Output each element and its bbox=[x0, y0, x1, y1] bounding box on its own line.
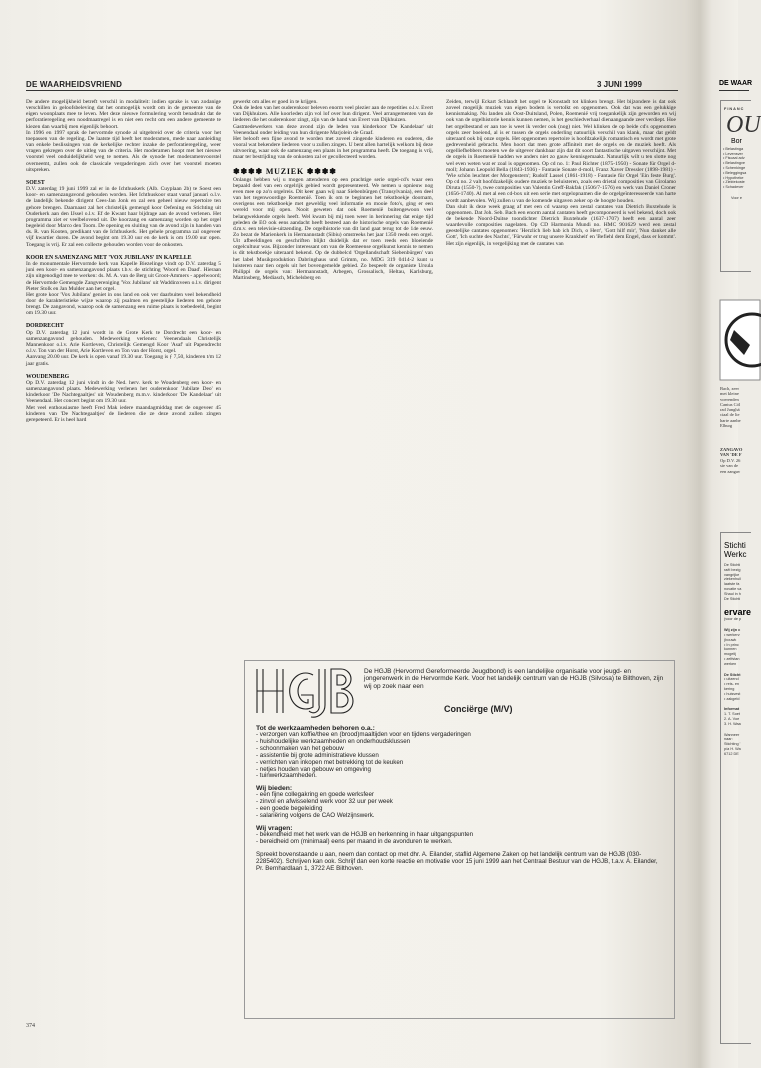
list-item: - bekendheid met het werk van de HGJB en herkenning in haar uitgangspunten bbox=[256, 830, 474, 838]
list-item: - bereidheid om (minimaal) eens per maand in de avonduren te werken. bbox=[256, 837, 453, 845]
text-line: met kleine bbox=[720, 391, 739, 397]
text-line: harte aanbe bbox=[720, 417, 741, 423]
text-line: ZANGAVO bbox=[720, 447, 743, 452]
offer-heading: Wij bieden: bbox=[256, 785, 293, 793]
text-line: laatste fa bbox=[724, 582, 740, 587]
section-heading-kapelle: KOOR EN SAMENZANG MET 'VOX JUBILANS' IN KAPELLE bbox=[26, 254, 192, 261]
text-line: ziekenhuil bbox=[724, 577, 741, 582]
list-item: 2. A. Voe bbox=[724, 716, 740, 721]
list-item: - een goede begeleiding bbox=[256, 805, 323, 813]
text-line: rad Junghä bbox=[720, 407, 740, 413]
list-item: • uitzend bbox=[724, 677, 739, 682]
stichting-wij-list bbox=[724, 633, 751, 667]
list-item: - tuinwerkzaamheden. bbox=[256, 772, 317, 780]
list-item: • Ziektekoste bbox=[723, 180, 745, 185]
paragraph: In 1996 en 1997 sprak de hervormde synode al uitgebreid over de criteria voor het toepassen van de regeling. De laatste tijd heeft het moderamen, mede naar aanleiding van enkele beslissingen van de kerkelijke rechter inzake de perforatieregeling, weer vragen gekregen over de uitleg van de criteria. Het moderamen hoopt met het nieuwe voorstel veel onduidelijkheid weg te nemen. Als de synode het moderamenvoorstel overneemt, zullen ook de classicale vergaderingen zich over het voorstel moeten uitspreken. bbox=[26, 129, 221, 173]
section-heading-soest: SOEST bbox=[26, 179, 45, 186]
finance-voor: Voor e bbox=[731, 195, 742, 200]
list-item: • reis- en bbox=[724, 682, 740, 687]
column-1 bbox=[26, 99, 221, 1019]
stichting-ad-box bbox=[720, 532, 751, 1044]
tasks-heading: Tot de werkzaamheden behoren o.a.: bbox=[256, 725, 375, 732]
ornament: ✽✽✽✽ bbox=[233, 166, 264, 176]
list-item: • In princ bbox=[724, 642, 739, 647]
list-item: • zelfstan bbox=[724, 656, 740, 661]
header-rule bbox=[26, 90, 678, 91]
list-item: 3. H. Waa bbox=[724, 721, 741, 726]
list-item: • Belastingve bbox=[723, 161, 746, 166]
ad-intro: De HGJB (Hervormd Gereformeerde Jeugdbond) is een landelijke organisatie voor jeugd- en jongerenwerk in de Hervormde Kerk. Voor het landelijk centrum van de HGJB (Silvosa) te Bilthoven, zijn wij op zoek naar een bbox=[364, 668, 664, 690]
ornament: ✽✽✽✽ bbox=[306, 166, 337, 176]
section-heading-woudenberg: WOUDENBERG bbox=[26, 373, 70, 380]
list-item: - een fijne collegakring en goede werksfeer bbox=[256, 791, 374, 799]
text-line: novatie va bbox=[724, 586, 742, 591]
text-line: Wanneer bbox=[724, 732, 740, 737]
finance-label: FINANC bbox=[724, 107, 745, 111]
column-2 bbox=[233, 99, 433, 659]
hgjb-logo bbox=[253, 665, 353, 717]
paragraph: gewerkt om alles er goed in te krijgen. bbox=[233, 99, 318, 105]
stichting-ervaren: ervare bbox=[724, 607, 752, 618]
list-item: • Hypotheke bbox=[723, 175, 744, 180]
adjacent-text-block bbox=[720, 458, 740, 474]
finance-ad-box bbox=[720, 100, 761, 272]
text-line: VAN 'DE F bbox=[720, 452, 742, 458]
adjacent-text-block bbox=[720, 386, 741, 428]
hgjb-job-advertisement bbox=[244, 660, 676, 1020]
paragraph: Met veel enthousiasme heeft Fred Mak iedere maandagmiddag met de ongeveer 45 kinderen van 'De Nachtegaaltjes' de liederen die ze deze avond zullen zingen gerepeteerd. Er is heel hard bbox=[26, 404, 221, 423]
ask-heading: Wij vragen: bbox=[256, 824, 293, 832]
text-line: De Stichti bbox=[724, 563, 741, 567]
list-item: - verzorgen van koffie/thee en (brood)maaltijden voor en tijdens vergaderingen bbox=[256, 731, 471, 738]
muziek-title: MUZIEK bbox=[265, 166, 304, 176]
list-item: - netjes houden van gebouw en omgeving bbox=[256, 765, 371, 773]
masthead-title: DE WAARHEIDSVRIEND bbox=[26, 80, 123, 89]
list-item: • zakgeld bbox=[724, 696, 740, 701]
list-item: - schoonmaken van het gebouw bbox=[256, 744, 344, 752]
text-line: vangrijke bbox=[724, 572, 740, 577]
paragraph: Op D.V. zaterdag 12 juni vindt in de Ned. herv. kerk te Woudenberg een koor- en samenzangavond plaats. Medewerking verlenen het ouderenkoor 'Jubilate Deo' en kinderkoor 'De Nachtegaaltjes' uit Woudenberg m.m.v. kinderkoor 'De Kandelaar' uit Veenendaal. Het concert begint om 19.30 uur. bbox=[26, 379, 221, 405]
tasks-list bbox=[256, 732, 666, 780]
list-item: 1. T. Soet bbox=[724, 712, 740, 717]
text-line: ciaal de lie bbox=[720, 412, 740, 418]
finance-big-letters: OU bbox=[726, 111, 761, 138]
paragraph: Gastmedewerkers van deze avond zijn de leden van kinderkoor 'De Kandelaar' uit Veenendaal onder leiding van hun dirigente Marjolein de Graaf. bbox=[233, 123, 433, 136]
list-item: kering bbox=[724, 686, 735, 691]
paragraph: Op D.V. zaterdag 12 juni wordt in de Grote Kerk te Dordrecht een koor- en samenzangavond gehouden. Medewerking verlenen: Veenendaals Christelijk Mannenkoor o.l.v. Arie Kortleven, Christelijk Gemengd Koor 'Asaf' uit Papendrecht o.l.v. Ton van der Horst, Arie Kortleven en Ton van der Horst, orgel. bbox=[26, 329, 221, 355]
list-item: • Schadever bbox=[723, 185, 744, 190]
paragraph: D.V. zaterdag 19 juni 1999 zal er in de Ichthuskerk (Alb. Cuyplaan 2b) te Soest een koor- en samenzangavond gehouden worden. Het Ichthuskoor staat vanaf januari o.l.v. de landelijk bekende dirigent Cees-Jan Jonk en zal een geheel nieuw repertoire ten gehore brengen. Daarnaast zal het christelijk gemengd koor Oefening en Stichting uit Ouderkerk aan den IJssel o.l.v. Ef de Kwant haar bijdrage aan de avond verlenen. Het programma ziet er veelbelovend uit. De koorzang en samenzang worden op het orgel begeleid door Marco den Toom. De opening en sluiting van de avond zijn in handen van ds. R. van Kooten, predikant van de Ichthuskerk. Het gehele programma zal ongeveer vijf kwartier duren. De avond begint om 19.30 uur en de kerk is om 19.00 uur open. Toegang is vrij. Er zal een collecte gehouden worden voor de onkosten. bbox=[26, 186, 221, 248]
list-item: - zinvol en afwisselend werk voor 32 uur per week bbox=[256, 798, 393, 806]
stichting-voor: (voor de p bbox=[724, 617, 742, 622]
list-item: kunnen bbox=[724, 647, 737, 652]
text-line: Werkc bbox=[724, 550, 747, 559]
stichting-offer-list bbox=[724, 677, 751, 701]
adjacent-page-edge bbox=[712, 0, 761, 1068]
list-item: - verrichten van inkopen met betrekking tot de keuken bbox=[256, 758, 404, 766]
page-number: 374 bbox=[26, 1023, 35, 1029]
text-line: Op D.V. 26 bbox=[720, 458, 741, 463]
adjacent-heading bbox=[720, 447, 742, 458]
section-heading-dordrecht: DORDRECHT bbox=[26, 323, 64, 330]
column-3 bbox=[446, 99, 676, 659]
list-item: • Schenkinge bbox=[723, 165, 746, 170]
list-item: • Levensver bbox=[723, 151, 743, 156]
paragraph: Het belooft een fijne avond te worden met zoveel zingende kinderen en ouderen, die vooral wat bekendere liederen voor u zullen zingen. U bent allen hartelijk welkom bij deze uitvoering, waar ook de samenzang een plaats in het programma heeft. De toegang is vrij, maar ter bestrijding van de onkosten zal er gecollecteerd worden. bbox=[233, 135, 433, 161]
stichting-text bbox=[724, 563, 751, 601]
issue-date: 3 JUNI 1999 bbox=[597, 80, 642, 89]
finance-list bbox=[723, 147, 751, 190]
text-line: 6712 DE bbox=[724, 751, 739, 756]
paragraph: Zeiden, terwijl Eckart Schlandt het orgel te Kronstadt tot klinken brengt. Het bijzondere is dat ook zoveel mogelijk muziek van eigen bodem is vertolkt en opgenomen. Ook dat was een gelukkige kennismaking. Nu landen als Oost-Duitsland, Polen, Roemenië vrij toegankelijk zijn geworden en wij ook van de orgelhistorie kennis kunnen nemen, is het geschiedverhaal dienaangaande zeer verdiept. Hoe het orgelbestand er aan toe is weet ik verder ook (nog) niet. Wel klinken de op beide cd's opgenomen orgels zeer boeiend, al is er tussen de orgels onderling natuurlijk verschil van klank, maar dat geldt uiteraard ook bij onze orgels. Het opgenomen repertoire is hoofdzakelijk romantisch en wordt met grote gedrevenheid gebracht. Men hoort dat men grote affiniteit met de orgels en de muziek heeft. Als orgelliefhebbers moeten we de uitgever dankbaar zijn dat dit soort fantastische uitgaven verschijnt. Met de orgels in Roemenië hadden we anders niet zo gauw kennisgemaakt. Natuurlijk wilt u ten slotte nog wel even weten wat er zoal is opgenomen. Op cd no. 1: Paul Richter (1875-1950) - Sonate für Orgel d-moll; Johann Leopold Bella (1843-1936) - Fantasie Sonate d-moll, Franz Xaver Dressler (1898-1981) - 'Wie schön leuchtet der Morgenstern'; Rudolf Lassel (1861-1918) - Fantasie für Orgel 'Ein feste Burg'. Op cd no. 2 valt hoofdzakelijk oudere muziek te beluisteren, zoals een drietal composities van Girolamo Diruta (1550-?), twee composities van Valentin Greff-Bakfak (1506/7-1576) en werk van Daniel Croner (1656-1740). Al met al een cd-box uit een serie met orgelopnamen die de orgelgeïnteresseerde van harte wordt aanbevolen. Wij zullen u van de komende uitgaven zeker op de hoogte houden. bbox=[446, 99, 676, 204]
text-line: raël bezig bbox=[724, 567, 741, 572]
text-line: Bach, zeer bbox=[720, 386, 739, 391]
paragraph: In de monumentale Hervormde kerk van Kapelle Biezelinge vindt op D.V. zaterdag 5 juni een koor- en samenzangavond plaats t.b.v. de stichting 'Woord en Daad'. Hieraan zijn uitgenodigd mee te werken: ds. M. A. van de Berg uit Groot-Ammers - appelwoord; de Hervormde Gemengde Zangvereniging 'Vox Jubilans' uit Waddinxveen o.l.v. dirigent Pieter Stolk en Jan Mulder aan het orgel. bbox=[26, 261, 221, 292]
list-item: (bouwk bbox=[724, 637, 737, 642]
text-line: sie van de bbox=[720, 463, 738, 469]
paragraph: Onlangs hebben wij u mogen attenderen op een prachtige serie orgel-cd's waar een bepaald deel van een orgelrijk gebied wordt gepresenteerd. We nemen u opnieuw nog even mee op zo'n orgelreis. Dit keer gaan wij naar Siebenbürgen (Transylvania), een deel van het tegenwoordige Roemenië. Toen ik om te beginnen het tekstboekje doornam, overigens een tekstboekje met geweldig veel informatie en mooie foto's, ging er een wereld voor mij open. Nooit geweten dat ook Roemenië buitengewoon veel belangwekkende orgels heeft. Wel kwam bij mij toen weer in herinnering dat enige tijd geleden de EO ook eens aandacht heeft besteed aan de historische orgels van Roemenië d.m.v. een televisie-uitzending. De orgelhistorie van dit land gaat terug tot de 14e eeuw. Zo bezat de Marienkerk in Hermannstadt (Sibiu) omstreeks het jaar 1350 reeds een orgel. Uit afbeeldingen en geschriften blijkt duidelijk dat er toen reeds een bloeiende orgelcultuur was. Bijzonder interessant om van de Roemeense orgelkunst kennis te nemen is dit tekstboekje uiteraard bekend. Op de dubbelcd 'Orgellandschaft Siebenbürgen' van het label Musikproduktion Dabringhaus und Grimm, no. MDG 319 0414-2 kunt u luisteren naar tien orgels uit het bovengemelde gebied. Zo bespeelt de organiste Ursula Philippi de orgels van: Hermannstadt, Arbegen, Grossalisch, Heltau, Karlsburg, Martinsberg, Mediasch, Michelsberg en bbox=[233, 176, 433, 282]
text-line: een zangav bbox=[720, 468, 741, 474]
list-item: • Fiscaal adv bbox=[723, 156, 745, 161]
emblem-icon bbox=[720, 300, 750, 380]
paragraph: Dan sluit ik deze week graag af met een cd waarop een zestal cantates van Dietrich Buxtehude is opgenomen. Dat Joh. Seb. Bach een enorm aantal cantaten heeft gecomponeerd is wel bekend, doch ook de bekende Noord-Duitse toondichter Dietrich Buxtehude (1637-1707) heeft een aantal zeer waardevolle composities nagelaten. Op CD Harmonia Mundi no. HMC 901629 werd een zestal geestelijke cantates opgenomen: 'Herzlich lieb hab ich Dich, o Herr', 'Gott hilf mir', 'Nun danket alle Gott', 'Ich suchte des Nachts', 'Fürwahr er trug unsere Krankheit' en 'Befiehl dem Engel, dass er kommt'. Het zijn eigenlijk, in vergelijking met de cantates van bbox=[446, 203, 676, 247]
ad-contact-text: Spreekt bovenstaande u aan, neem dan contact op met dhr. A. Eilander, staflid Algemene Zaken op het landelijk centrum van de HGJB (030-2285402). Schrijven kan ook. Schrijf dan een korte reactie en motivatie voor 15 juni 1999 aan het Centraal Bestuur van de HGJB, t.a.v. A. Eilander, Pr. Bernhardlaan 1, 3722 AE Bilthoven. bbox=[256, 850, 658, 872]
list-item: • huisvest bbox=[724, 691, 741, 696]
paragraph: Het grote koor 'Vox Jubilans' geniet in ons land en ook ver daarbuiten veel bekendheid door de karakteristieke wijze waarop zij psalmen en geestelijke liederen ten gehore brengt. De zangavond, waarop ook de samenzang een ruime plaats is toebedeeld, begint om 19.30 uur. bbox=[26, 291, 221, 317]
text-line: Stichti bbox=[724, 541, 746, 550]
stichting-contacts bbox=[724, 712, 751, 726]
ad-body bbox=[256, 720, 666, 873]
list-item: • werkerv bbox=[724, 632, 740, 637]
text-line: voerenden bbox=[720, 396, 739, 402]
text-line: Stichting ' bbox=[724, 742, 741, 747]
list-item: • Beleggingsa bbox=[723, 170, 747, 175]
paragraph: Aanvang 20.00 uur. De kerk is open vanaf 19.30 uur. Toegang is ƒ 7,50, kinderen t/m 12 jaar gratis. bbox=[26, 354, 221, 367]
text-line: De Stichti bbox=[724, 596, 741, 601]
stichting-de-stichting: De Sticht bbox=[724, 672, 741, 677]
paragraph: De andere mogelijkheid betreft verschil in modaliteit: indien sprake is van zodanige verschillen in geloofsbeleving dat het onmogelijk wordt om in de gemeente van de eigen woonplaats mee te leven. Met deze nieuwe formulering wordt benadrukt dat de perforatieregeling een noodmaatregel is en niet een recht om een andere gemeente te kiezen dan waarbij men eigenlijk behoort. bbox=[26, 99, 221, 130]
finance-bor: Bor bbox=[731, 137, 742, 145]
adjacent-header-rule bbox=[719, 90, 749, 91]
stichting-title bbox=[724, 541, 751, 559]
list-item: werken bbox=[724, 661, 737, 666]
offer-list bbox=[256, 792, 666, 820]
adjacent-masthead: DE WAAR bbox=[719, 80, 753, 87]
list-item: - assistentie bij grote administratieve klussen bbox=[256, 751, 379, 759]
stichting-wij-zijn: Wij zijn c bbox=[724, 628, 741, 633]
section-heading-muziek bbox=[233, 167, 433, 176]
list-item: - huishoudelijke werkzaamheden en onderhoudsklussen bbox=[256, 737, 411, 745]
text-line: naar: bbox=[724, 737, 733, 742]
text-line: Elburg bbox=[720, 423, 733, 429]
list-item: - salariëring volgens de CAO Welzijnswerk. bbox=[256, 812, 375, 820]
ad-job-title: Conciërge (M/V) bbox=[444, 704, 513, 714]
list-item: mogelij bbox=[724, 652, 737, 657]
text-line: Cantus Cöl bbox=[720, 401, 741, 407]
ask-list bbox=[256, 832, 666, 846]
stichting-wanneer bbox=[724, 733, 751, 757]
paragraph: Ook de leden van het ouderenkoor beleven enorm veel plezier aan de repetities o.l.v. Evert van Dijkhuizen. Alle koorleden zijn vol lof over hun dirigent. Veel arrangementen van de liederen die het ouderenkoor zingt, zijn van de hand van Evert van Dijkhuizen. bbox=[233, 105, 433, 124]
text-line: Shaul in h bbox=[724, 591, 741, 596]
text-line: p/a H. Wa bbox=[724, 746, 741, 751]
stichting-informatie: Informat bbox=[724, 707, 740, 712]
list-item: • Belastinga bbox=[723, 146, 744, 151]
